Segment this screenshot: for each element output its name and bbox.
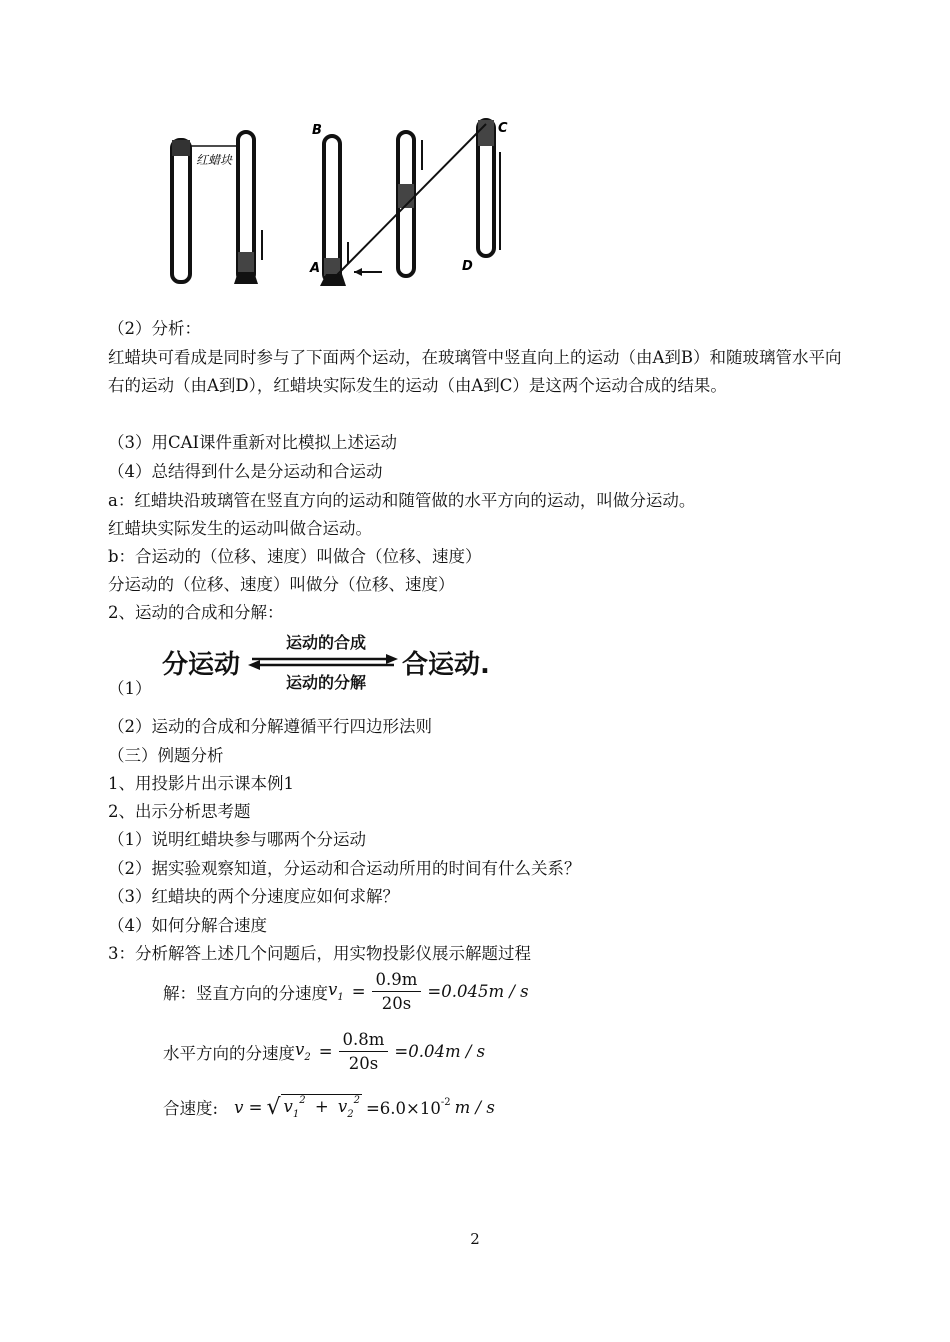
composition-scheme [162,632,502,694]
label-c: C [498,121,508,136]
formula-1-fraction: $\frac{0.9m}{20s}$ [372,970,422,1013]
formula-3-unit: m / s [454,1097,495,1117]
page-number: 2 [470,1230,480,1248]
formula-2-prefix: 水平方向的分速度 [163,1043,295,1063]
question-4: （4）如何分解合速度 [108,916,267,935]
label-b: B [312,123,322,138]
analysis-heading: （2）分析： [108,319,201,338]
example-step-1: 1、用投影片出示课本例1 [108,774,294,793]
step-4: （4）总结得到什么是分运动和合运动 [108,462,383,481]
definition-b: b：合运动的（位移、速度）叫做合（位移、速度） [108,547,482,566]
label-d: D [462,259,473,274]
scheme-combined-motion: 合运动. [402,650,490,680]
example-step-2: 2、出示分析思考题 [108,802,251,821]
glass-tube-experiment-figure [160,112,515,292]
label-a: A [310,261,321,276]
square-root-icon: √ $v_1^2 + v_2^2$ [266,1094,360,1120]
red-wax-label: 红蜡块 [196,153,233,167]
section-2-title: 2、运动的合成和分解： [108,603,284,622]
tube-5 [462,120,508,274]
tube-4 [398,132,422,276]
formula-3-prefix: 合速度: [163,1099,219,1118]
formula-2-fraction: $\frac{0.8m}{20s}$ [339,1030,389,1073]
formula-2-var: $v_2$ [295,1040,311,1063]
scheme-composition-label: 运动的合成 [285,633,366,652]
definition-component: 分运动的（位移、速度）叫做分（位移、速度） [108,575,455,594]
formula-horizontal-velocity: 水平方向的分速度 $v_2$ = $\frac{0.8m}{20s}$ =0.04m / s [163,1030,486,1073]
analysis-paragraph: 红蜡块可看成是同时参与了下面两个运动，在玻璃管中竖直向上的运动（由A到B）和随玻璃管水平向右的运动（由A到D），红蜡块实际发生的运动（由A到C）是这两个运动合成的结果。 [108,348,842,395]
formula-3-result: $=6.0\times 10^{-2}$ [365,1096,451,1118]
formula-vertical-velocity: 解：竖直方向的分速度 $v_1$ = $\frac{0.9m}{20s}$ =0.045m / s [163,970,529,1013]
formula-2-result: =0.04m / s [394,1042,486,1061]
item-1-label: （1） [108,679,152,698]
formula-1-var: $v_1$ [328,980,344,1003]
scheme-component-motion: 分运动 [162,650,241,680]
tube-2 [234,132,262,284]
definition-a: a：红蜡块沿玻璃管在竖直方向的运动和随管做的水平方向的运动，叫做分运动。 [108,491,696,510]
question-1: （1）说明红蜡块参与哪两个分运动 [108,830,366,849]
step-3: （3）用CAI课件重新对比模拟上述运动 [108,433,398,452]
definition-combined: 红蜡块实际发生的运动叫做合运动。 [108,519,372,538]
tube-1 [172,140,238,282]
example-section-title: （三）例题分析 [108,746,224,765]
scheme-decomposition-label: 运动的分解 [285,673,366,692]
question-2: （2）据实验观察知道，分运动和合运动所用的时间有什么关系？ [108,859,581,878]
formula-1-prefix: 解：竖直方向的分速度 [163,983,328,1003]
tube-3 [309,123,382,286]
double-arrow-icon [248,654,398,670]
formula-3-lhs: v = [234,1097,263,1117]
example-step-3: 3：分析解答上述几个问题后，用实物投影仪展示解题过程 [108,944,531,963]
formula-1-result: =0.045m / s [427,982,529,1001]
item-2-rule: （2）运动的合成和分解遵循平行四边形法则 [108,717,432,736]
formula-resultant-velocity [163,1094,495,1120]
question-3: （3）红蜡块的两个分速度应如何求解？ [108,887,399,906]
